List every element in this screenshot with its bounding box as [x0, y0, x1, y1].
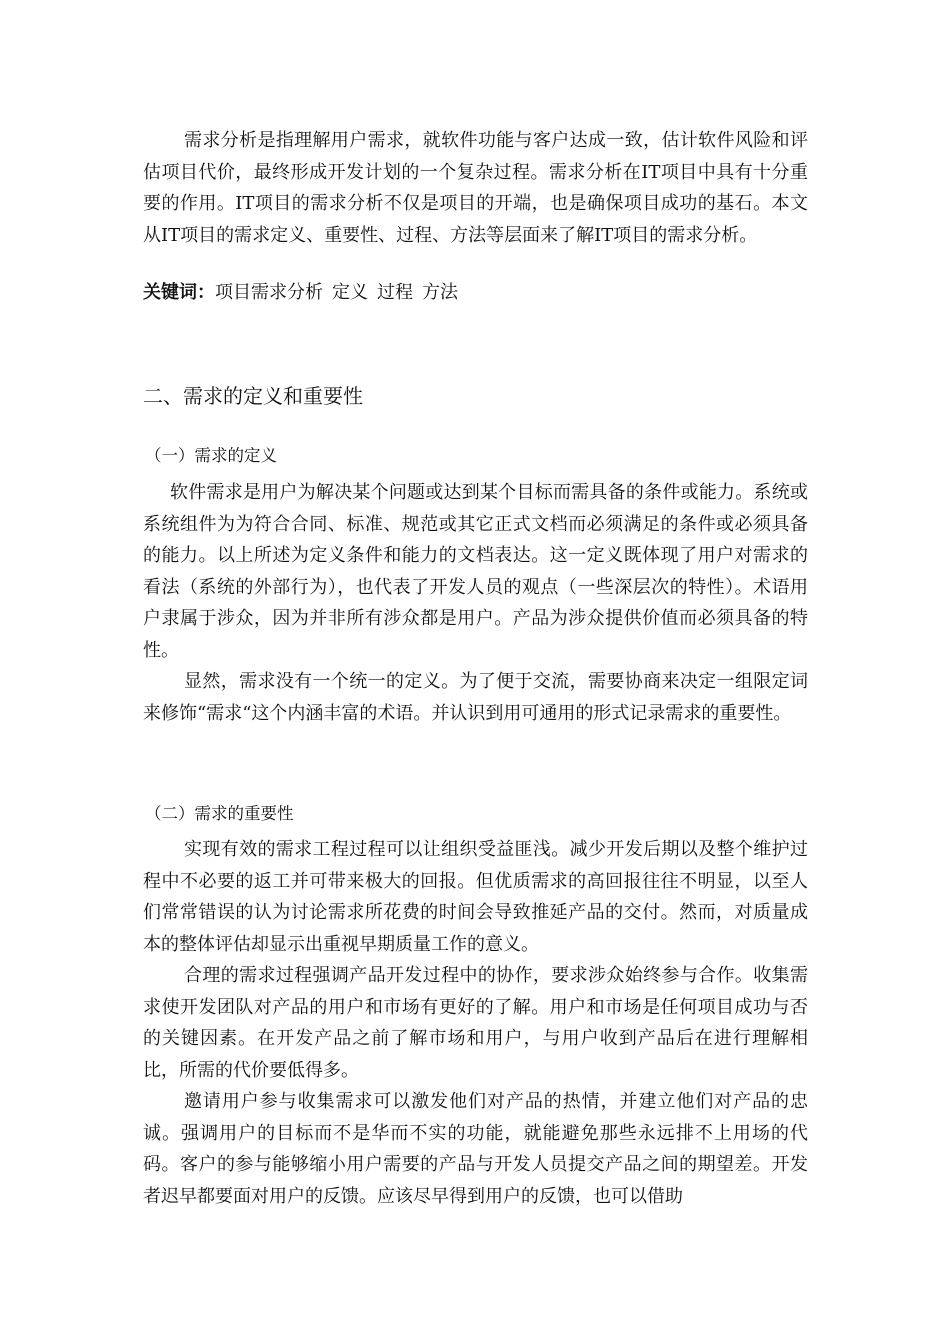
subsection-heading-definition: （一）需求的定义 [145, 446, 277, 465]
section-heading: 二、需求的定义和重要性 [143, 384, 363, 408]
keyword-item: 方法 [422, 282, 458, 303]
importance-paragraph: 邀请用户参与收集需求可以激发他们对产品的热情，并建立他们对产品的忠诚。强调用户的目标而不是华而不实的功能，就能避免那些永远排不上用场的代码。客户的参与能够缩小用户需要的产品与开发人员提交产品之间的期望差。开发者迟早都要面对用户的反馈。应该尽早得到用户的反馈，也可以借助 [143, 1091, 808, 1207]
keyword-item: 定义 [332, 282, 368, 303]
importance-paragraph: 实现有效的需求工程过程可以让组织受益匪浅。减少开发后期以及整个维护过程中不必要的返工并可带来极大的回报。但优质需求的高回报往往不明显，以至人们常常错误的认为讨论需求所花费的时间会导致推延产品的交付。然而，对质量成本的整体评估却显示出重视早期质量工作的意义。 [143, 839, 808, 955]
keywords-line [143, 279, 467, 307]
subsection-heading-importance: （二）需求的重要性 [145, 804, 294, 823]
abstract-paragraph: 需求分析是指理解用户需求，就软件功能与客户达成一致，估计软件风险和评估项目代价，最终形成开发计划的一个复杂过程。需求分析在IT项目中具有十分重要的作用。IT项目的需求分析不仅是项目的开端，也是确保项目成功的基石。本文从IT项目的需求定义、重要性、过程、方法等层面来了解IT项目的需求分析。 [143, 130, 808, 246]
definition-paragraph: 显然，需求没有一个统一的定义。为了便于交流，需要协商来决定一组限定词来修饰“需求“这个内涵丰富的术语。并认识到用可通用的形式记录需求的重要性。 [143, 671, 808, 724]
definition-paragraph: 软件需求是用户为解决某个问题或达到某个目标而需具备的条件或能力。系统或系统组件为为符合合同、标准、规范或其它正式文档而必须满足的条件或必须具备的能力。以上所述为定义条件和能力的文档表达。这一定义既体现了用户对需求的看法（系统的外部行为），也代表了开发人员的观点（一些深层次的特性）。术语用户隶属于涉众，因为并非所有涉众都是用户。产品为涉众提供价值而必须具备的特性。 [143, 482, 808, 661]
keyword-item: 项目需求分析 [215, 282, 323, 303]
keyword-item: 过程 [377, 282, 413, 303]
importance-paragraph: 合理的需求过程强调产品开发过程中的协作，要求涉众始终参与合作。收集需求使开发团队对产品的用户和市场有更好的了解。用户和市场是任何项目成功与否的关键因素。在开发产品之前了解市场和用户，与用户收到产品后在进行理解相比，所需的代价要低得多。 [143, 965, 808, 1081]
keywords-label: 关键词： [143, 282, 215, 303]
